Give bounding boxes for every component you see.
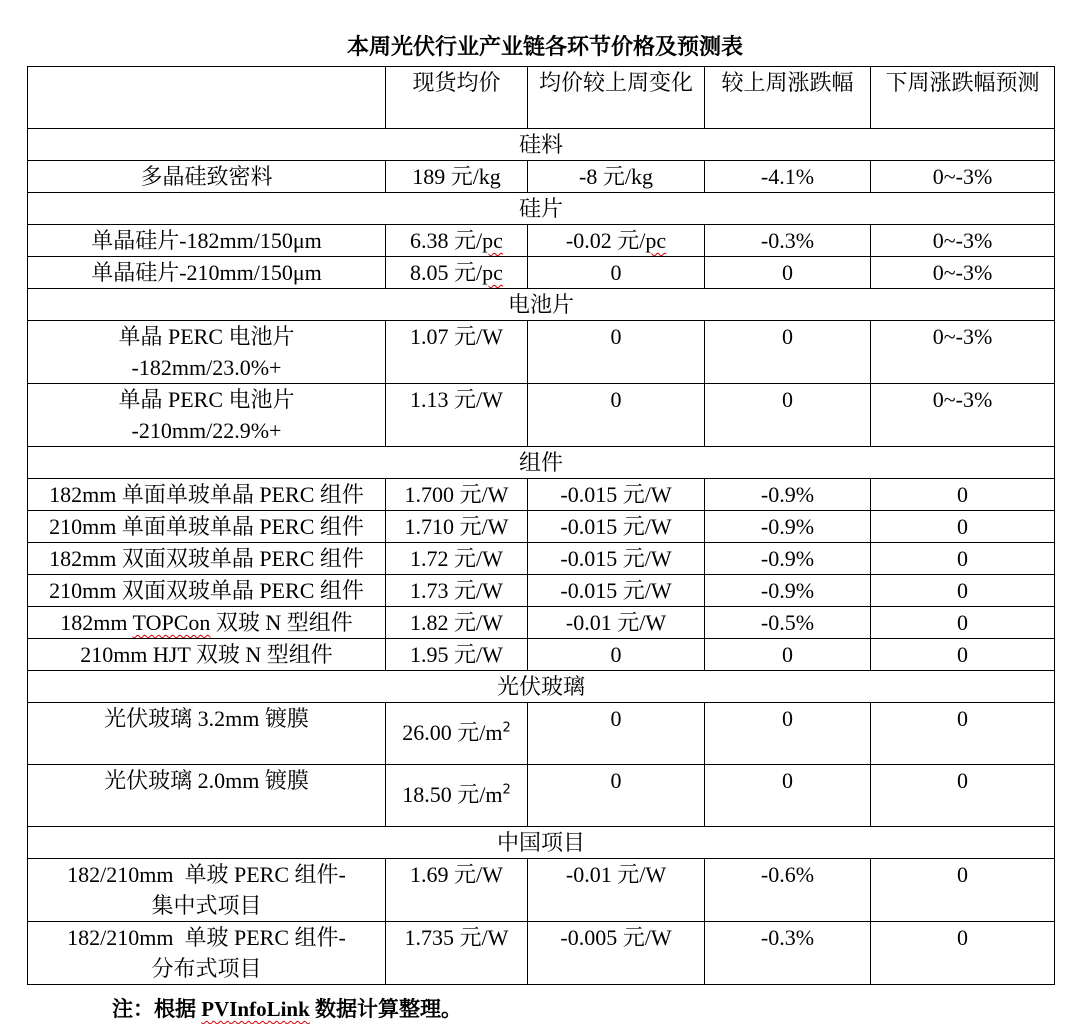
item-name: 单晶硅片-210mm/150μm bbox=[28, 257, 386, 289]
header-spot-price: 现货均价 bbox=[386, 67, 528, 129]
spot-price: 1.07 元/W bbox=[386, 321, 528, 384]
weekly-pct: -0.9% bbox=[705, 511, 871, 543]
spot-price: 1.95 元/W bbox=[386, 639, 528, 671]
table-row bbox=[28, 384, 1055, 447]
weekly-change: -0.015 元/W bbox=[528, 479, 705, 511]
weekly-change: -0.01 元/W bbox=[528, 607, 705, 639]
table-row bbox=[28, 859, 1055, 922]
item-name: 182mm 单面单玻单晶 PERC 组件 bbox=[28, 479, 386, 511]
forecast: 0~-3% bbox=[871, 321, 1055, 384]
weekly-pct: -4.1% bbox=[705, 161, 871, 193]
item-name: 182/210mm 单玻 PERC 组件- 集中式项目 bbox=[28, 859, 386, 922]
header-weekly-pct: 较上周涨跌幅 bbox=[705, 67, 871, 129]
weekly-pct: -0.9% bbox=[705, 543, 871, 575]
section-row bbox=[28, 671, 1055, 703]
spot-price: 6.38 元/pc bbox=[386, 225, 528, 257]
weekly-pct: -0.3% bbox=[705, 922, 871, 985]
weekly-pct: -0.9% bbox=[705, 479, 871, 511]
spot-price: 1.710 元/W bbox=[386, 511, 528, 543]
weekly-change: 0 bbox=[528, 321, 705, 384]
weekly-pct: 0 bbox=[705, 384, 871, 447]
item-name: 单晶 PERC 电池片 -210mm/22.9%+ bbox=[28, 384, 386, 447]
weekly-change: 0 bbox=[528, 257, 705, 289]
table-row bbox=[28, 639, 1055, 671]
weekly-change: -0.015 元/W bbox=[528, 511, 705, 543]
forecast: 0 bbox=[871, 922, 1055, 985]
section-row bbox=[28, 129, 1055, 161]
weekly-change: -0.005 元/W bbox=[528, 922, 705, 985]
weekly-pct: -0.6% bbox=[705, 859, 871, 922]
spot-price: 1.82 元/W bbox=[386, 607, 528, 639]
weekly-pct: -0.5% bbox=[705, 607, 871, 639]
table-title: 本周光伏行业产业链各环节价格及预测表 bbox=[346, 34, 743, 59]
forecast: 0 bbox=[871, 639, 1055, 671]
item-name: 182mm 双面双玻单晶 PERC 组件 bbox=[28, 543, 386, 575]
item-name: 210mm 单面单玻单晶 PERC 组件 bbox=[28, 511, 386, 543]
weekly-change: 0 bbox=[528, 765, 705, 827]
section-row bbox=[28, 827, 1055, 859]
spot-price: 1.69 元/W bbox=[386, 859, 528, 922]
section-wafer: 硅片 bbox=[28, 193, 1055, 225]
weekly-change: -8 元/kg bbox=[528, 161, 705, 193]
item-name: 光伏玻璃 2.0mm 镀膜 bbox=[28, 765, 386, 827]
forecast: 0 bbox=[871, 543, 1055, 575]
item-name: 单晶 PERC 电池片 -182mm/23.0%+ bbox=[28, 321, 386, 384]
table-row bbox=[28, 765, 1055, 827]
spot-price: 18.50 元$/m^2$ bbox=[386, 765, 528, 827]
item-name: 182/210mm 单玻 PERC 组件- 分布式项目 bbox=[28, 922, 386, 985]
table-row bbox=[28, 321, 1055, 384]
spot-price: 189 元/kg bbox=[386, 161, 528, 193]
forecast: 0 bbox=[871, 479, 1055, 511]
spot-price: 1.700 元/W bbox=[386, 479, 528, 511]
header-cell-blank bbox=[28, 67, 386, 129]
weekly-pct: 0 bbox=[705, 765, 871, 827]
section-row bbox=[28, 193, 1055, 225]
spot-price: 1.13 元/W bbox=[386, 384, 528, 447]
item-name: 210mm 双面双玻单晶 PERC 组件 bbox=[28, 575, 386, 607]
weekly-change: 0 bbox=[528, 384, 705, 447]
forecast: 0~-3% bbox=[871, 257, 1055, 289]
table-row bbox=[28, 922, 1055, 985]
header-weekly-change: 均价较上周变化 bbox=[528, 67, 705, 129]
header-row bbox=[28, 67, 1055, 129]
forecast: 0 bbox=[871, 511, 1055, 543]
weekly-change: -0.01 元/W bbox=[528, 859, 705, 922]
table-row bbox=[28, 161, 1055, 193]
price-table bbox=[27, 66, 1055, 985]
weekly-pct: -0.3% bbox=[705, 225, 871, 257]
table-row bbox=[28, 225, 1055, 257]
weekly-change: 0 bbox=[528, 703, 705, 765]
spot-price: 1.735 元/W bbox=[386, 922, 528, 985]
weekly-change: -0.02 元/pc bbox=[528, 225, 705, 257]
spot-price: 1.73 元/W bbox=[386, 575, 528, 607]
item-name: 光伏玻璃 3.2mm 镀膜 bbox=[28, 703, 386, 765]
weekly-change: -0.015 元/W bbox=[528, 575, 705, 607]
spot-price: 8.05 元/pc bbox=[386, 257, 528, 289]
forecast: 0 bbox=[871, 575, 1055, 607]
item-name: 多晶硅致密料 bbox=[28, 161, 386, 193]
section-glass: 光伏玻璃 bbox=[28, 671, 1055, 703]
section-cell: 电池片 bbox=[28, 289, 1055, 321]
weekly-change: 0 bbox=[528, 639, 705, 671]
weekly-pct: 0 bbox=[705, 639, 871, 671]
source-note: 注：根据 PVInfoLink 数据计算整理。 bbox=[112, 997, 463, 1021]
forecast: 0~-3% bbox=[871, 384, 1055, 447]
table-row bbox=[28, 575, 1055, 607]
spot-price: 1.72 元/W bbox=[386, 543, 528, 575]
table-row bbox=[28, 257, 1055, 289]
spot-price: 26.00 元$/m^2$ bbox=[386, 703, 528, 765]
item-name: 单晶硅片-182mm/150μm bbox=[28, 225, 386, 257]
weekly-pct: -0.9% bbox=[705, 575, 871, 607]
weekly-pct: 0 bbox=[705, 257, 871, 289]
table-row bbox=[28, 543, 1055, 575]
weekly-pct: 0 bbox=[705, 703, 871, 765]
table-row bbox=[28, 703, 1055, 765]
table-row bbox=[28, 479, 1055, 511]
section-silicon: 硅料 bbox=[28, 129, 1055, 161]
weekly-pct: 0 bbox=[705, 321, 871, 384]
forecast: 0~-3% bbox=[871, 161, 1055, 193]
section-row bbox=[28, 289, 1055, 321]
section-china-projects: 中国项目 bbox=[28, 827, 1055, 859]
forecast: 0 bbox=[871, 703, 1055, 765]
forecast: 0 bbox=[871, 607, 1055, 639]
table-row bbox=[28, 607, 1055, 639]
forecast: 0 bbox=[871, 859, 1055, 922]
header-next-week-forecast: 下周涨跌幅预测 bbox=[871, 67, 1055, 129]
section-module: 组件 bbox=[28, 447, 1055, 479]
item-name: 182mm TOPCon 双玻 N 型组件 bbox=[28, 607, 386, 639]
forecast: 0 bbox=[871, 765, 1055, 827]
item-name: 210mm HJT 双玻 N 型组件 bbox=[28, 639, 386, 671]
table-row bbox=[28, 511, 1055, 543]
forecast: 0~-3% bbox=[871, 225, 1055, 257]
section-row bbox=[28, 447, 1055, 479]
weekly-change: -0.015 元/W bbox=[528, 543, 705, 575]
